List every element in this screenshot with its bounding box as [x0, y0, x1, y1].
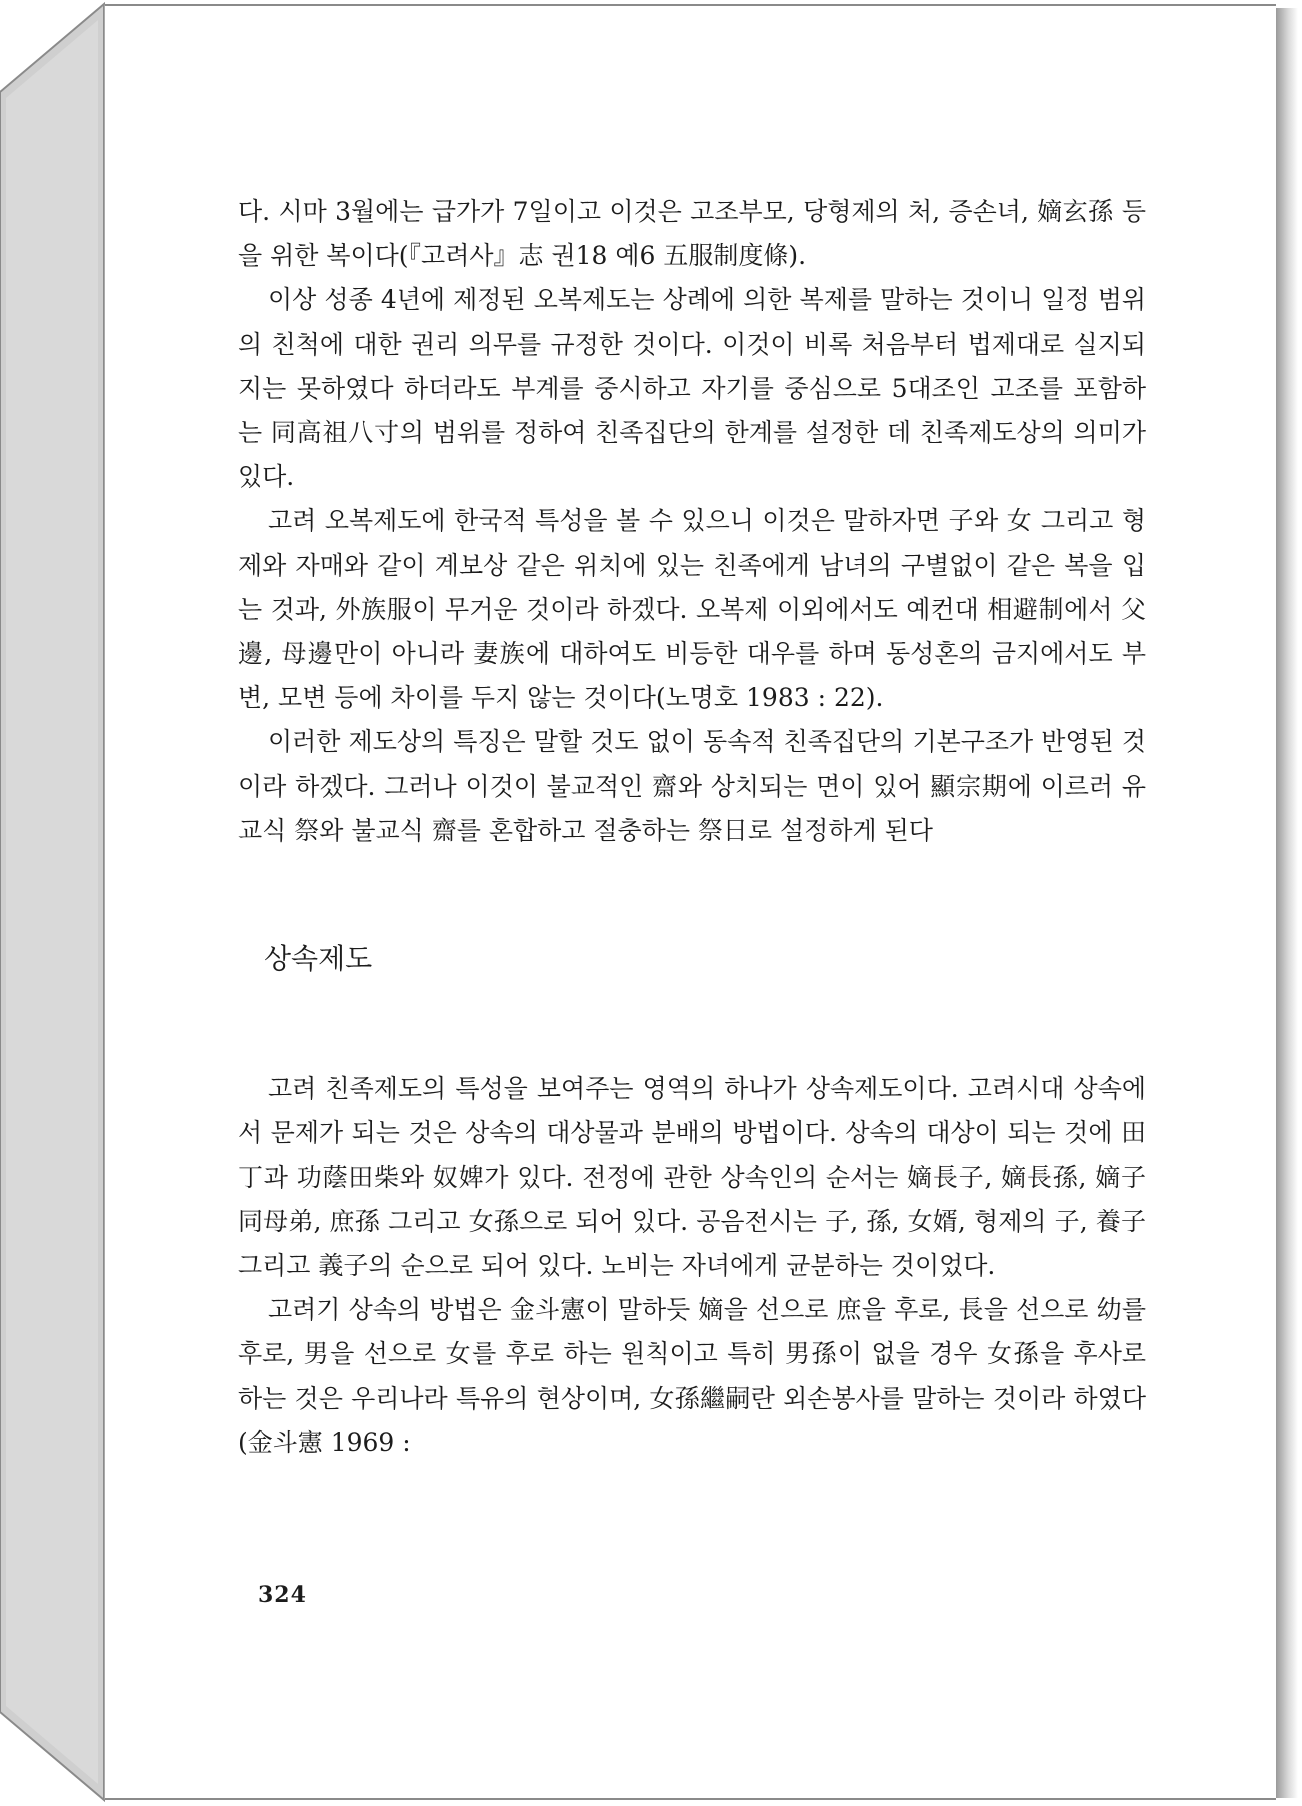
paragraph-3: 고려 오복제도에 한국적 특성을 볼 수 있으니 이것은 말하자면 子와 女 그리고 형제와 자매와 같이 계보상 같은 위치에 있는 친족에게 남녀의 구별없이 같은 복을 입는 것과, 外族服이 무거운 것이라 하겠다. 오복제 이외에서도 예컨대 相避制에서 父邊, 母邊만이 아니라 妻族에 대하여도 비등한 대우를 하며 동성혼의 금지에서도 부변, 모변 등에 차이를 두지 않는 것이다(노명호 1983 : 22).	[238, 506, 1146, 713]
book-spine	[0, 0, 110, 1806]
section-paragraph-2: 고려기 상속의 방법은 金斗憲이 말하듯 嫡을 선으로 庶을 후로, 長을 선으로 幼를 후로, 男을 선으로 女를 후로 하는 원칙이고 특히 男孫이 없을 경우 女孫을 후사로 하는 것은 우리나라 특유의 현상이며, 女孫繼嗣란 외손봉사를 말하는 것이라 하였다(金斗憲 1969 :	[238, 1295, 1146, 1457]
page-shadow	[1276, 8, 1298, 1798]
paragraph-1: 다. 시마 3월에는 급가가 7일이고 이것은 고조부모, 당형제의 처, 증손녀, 嫡玄孫 등을 위한 복이다(『고려사』志 권18 예6 五服制度條).	[238, 197, 1146, 271]
page-number: 324	[258, 1582, 307, 1608]
paragraph-4: 이러한 제도상의 특징은 말할 것도 없이 동속적 친족집단의 기본구조가 반영된 것이라 하겠다. 그러나 이것이 불교적인 齋와 상치되는 면이 있어 顯宗期에 이르러 유교식 祭와 불교식 齋를 혼합하고 절충하는 祭日로 설정하게 된다	[238, 727, 1146, 845]
section-paragraph-1: 고려 친족제도의 특성을 보여주는 영역의 하나가 상속제도이다. 고려시대 상속에서 문제가 되는 것은 상속의 대상물과 분배의 방법이다. 상속의 대상이 되는 것에 田丁과 功蔭田柴와 奴婢가 있다. 전정에 관한 상속인의 순서는 嫡長子, 嫡長孫, 嫡子同母弟, 庶孫 그리고 女孫으로 되어 있다. 공음전시는 子, 孫, 女婿, 형제의 子, 養子 그리고 義子의 순으로 되어 있다. 노비는 자녀에게 균분하는 것이었다.	[238, 1074, 1146, 1281]
section-heading: 상속제도	[264, 942, 373, 976]
page-content	[238, 190, 1146, 1465]
paragraph-2: 이상 성종 4년에 제정된 오복제도는 상례에 의한 복제를 말하는 것이니 일정 범위의 친척에 대한 권리 의무를 규정한 것이다. 이것이 비록 처음부터 법제대로 실지되지는 못하였다 하더라도 부계를 중시하고 자기를 중심으로 5대조인 고조를 포함하는 同高祖八寸의 범위를 정하여 친족집단의 한계를 설정한 데 친족제도상의 의미가 있다.	[238, 285, 1146, 492]
